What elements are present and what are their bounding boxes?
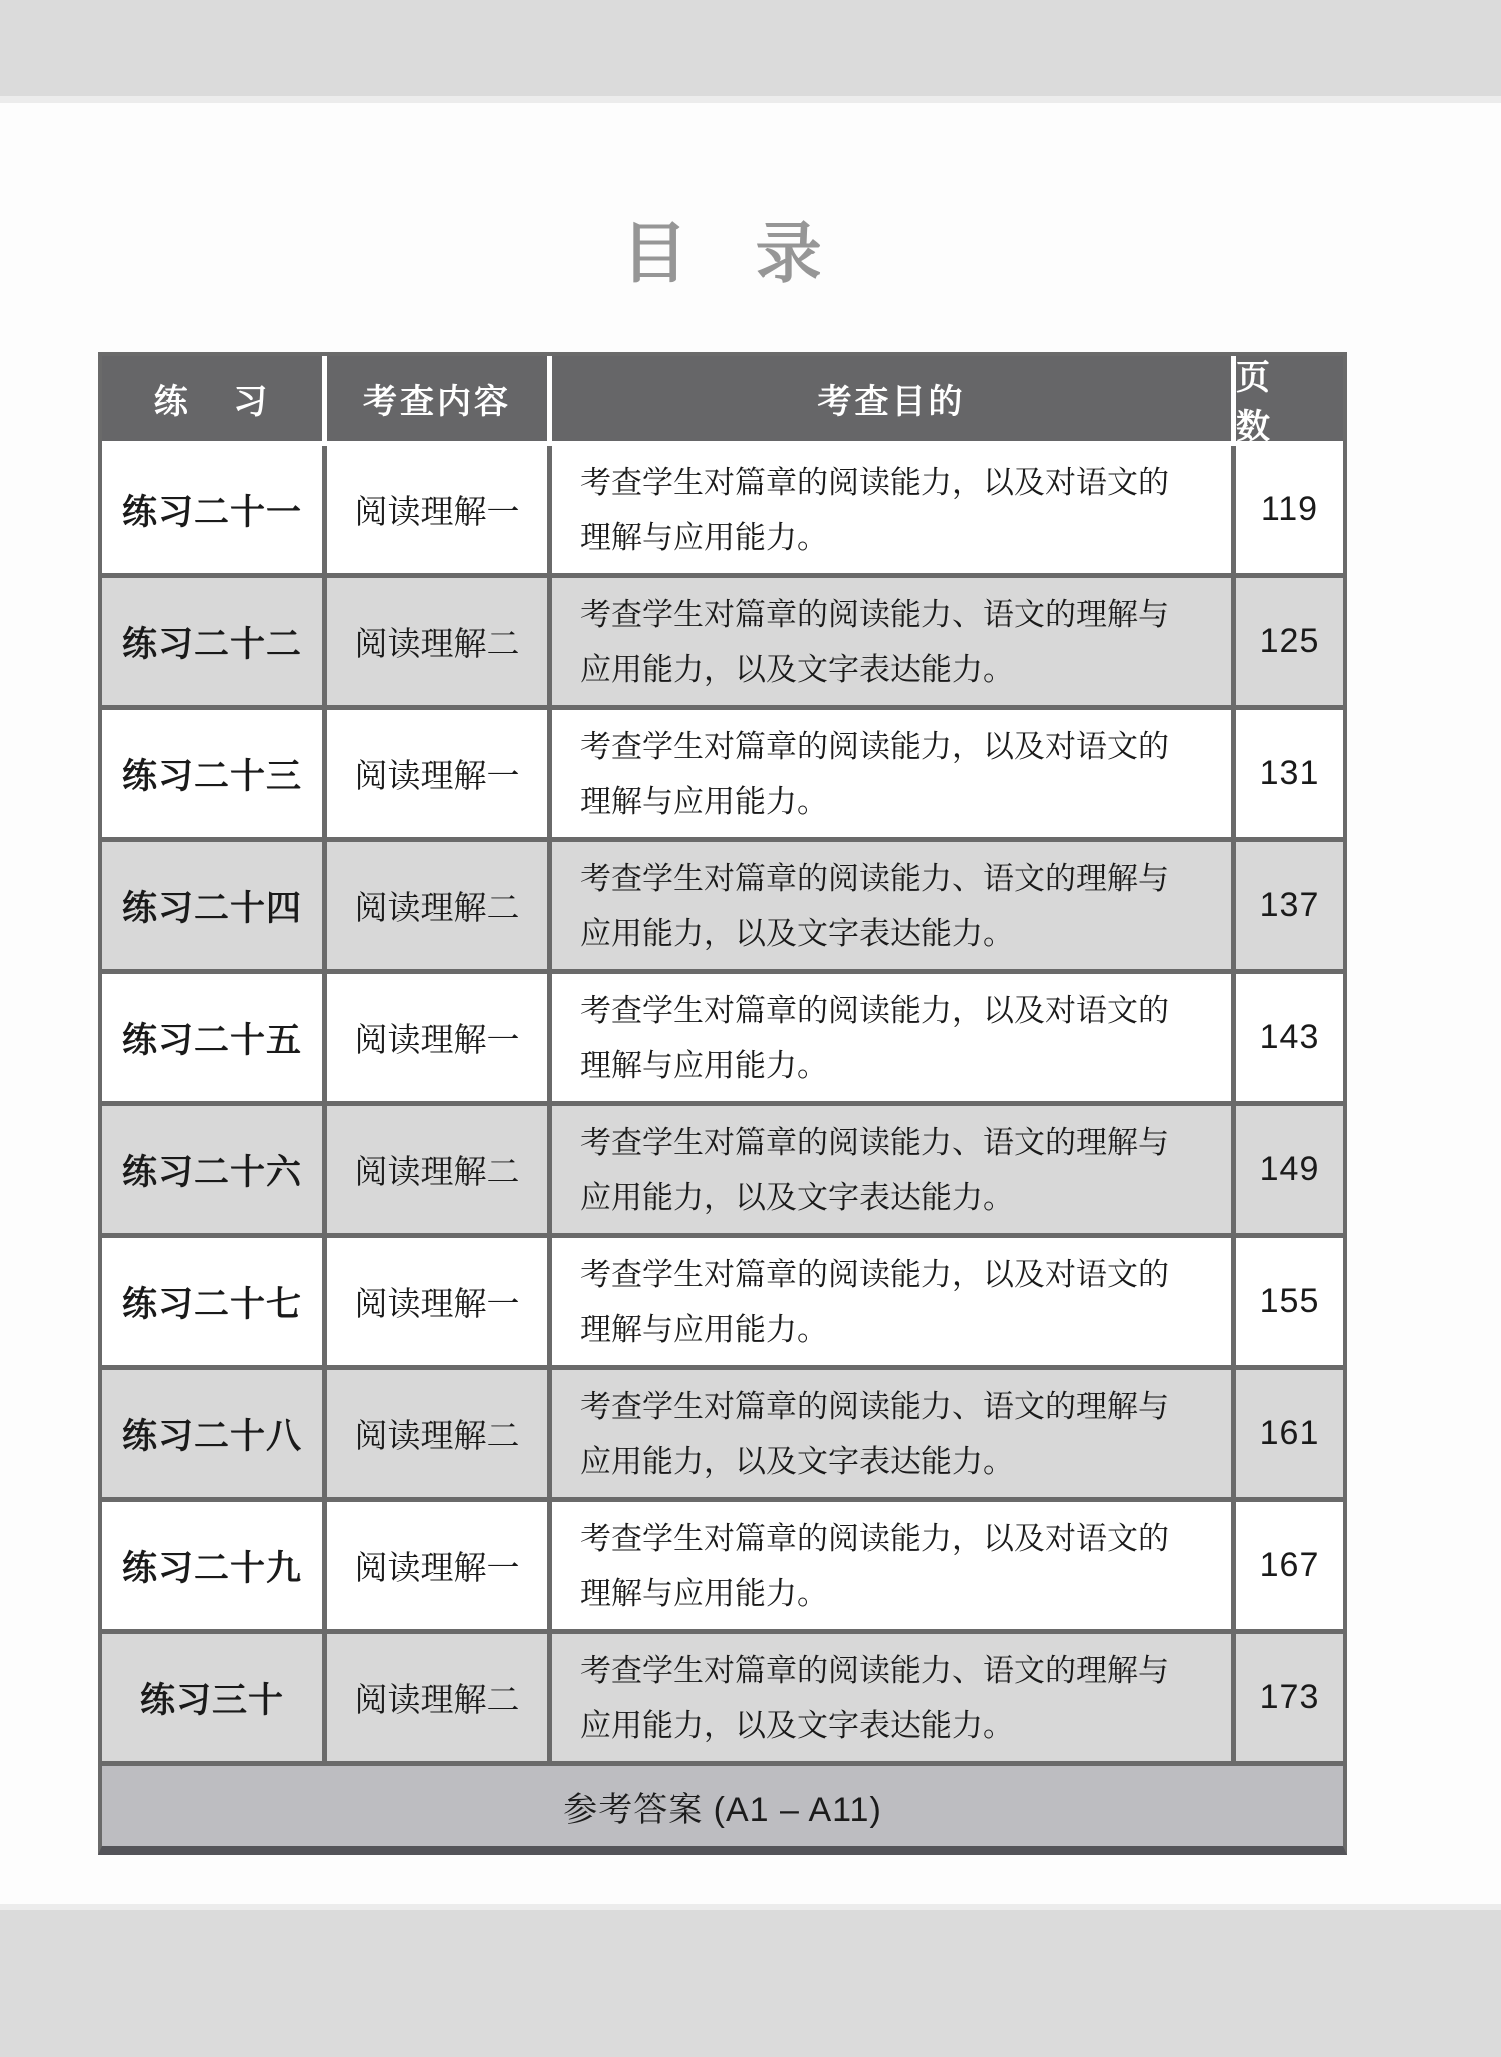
purpose-cell — [552, 1634, 1231, 1761]
purpose-line: 考查学生对篇章的阅读能力、语文的理解与 — [580, 1652, 1169, 1688]
exercise-cell: 练习二十六 — [102, 1106, 322, 1233]
purpose-line: 考查学生对篇章的阅读能力、语文的理解与 — [580, 596, 1169, 632]
top-page-band — [0, 0, 1501, 103]
exercise-cell: 练习二十九 — [102, 1502, 322, 1629]
page-number-cell: 131 — [1236, 710, 1343, 837]
table-body — [102, 446, 1343, 1761]
purpose-line: 理解与应用能力。 — [580, 1575, 828, 1611]
purpose-line: 理解与应用能力。 — [580, 1311, 828, 1347]
exercise-cell: 练习二十四 — [102, 842, 322, 969]
exercise-cell: 练习二十五 — [102, 974, 322, 1101]
purpose-line: 考查学生对篇章的阅读能力、语文的理解与 — [580, 1124, 1169, 1160]
content-cell: 阅读理解一 — [327, 710, 547, 837]
purpose-line: 考查学生对篇章的阅读能力，以及对语文的 — [580, 728, 1169, 764]
content-cell: 阅读理解一 — [327, 974, 547, 1101]
page-number-cell: 143 — [1236, 974, 1343, 1101]
content-cell: 阅读理解二 — [327, 1634, 547, 1761]
exercise-cell: 练习二十一 — [102, 446, 322, 573]
purpose-cell — [552, 1106, 1231, 1233]
exercise-cell: 练习二十七 — [102, 1238, 322, 1365]
page-title: 目 录 — [621, 216, 824, 290]
table-header-row — [102, 356, 1343, 446]
purpose-cell — [552, 1502, 1231, 1629]
purpose-cell — [552, 578, 1231, 705]
page-number-cell: 149 — [1236, 1106, 1343, 1233]
content-cell: 阅读理解一 — [327, 446, 547, 573]
purpose-line: 理解与应用能力。 — [580, 519, 828, 555]
page-number-cell: 119 — [1236, 446, 1343, 573]
page-number-cell: 155 — [1236, 1238, 1343, 1365]
page-number-cell: 167 — [1236, 1502, 1343, 1629]
page-number-cell: 125 — [1236, 578, 1343, 705]
purpose-line: 考查学生对篇章的阅读能力，以及对语文的 — [580, 992, 1169, 1028]
content-cell: 阅读理解二 — [327, 1370, 547, 1497]
page-number-cell: 161 — [1236, 1370, 1343, 1497]
content-cell: 阅读理解一 — [327, 1502, 547, 1629]
purpose-cell — [552, 710, 1231, 837]
purpose-cell — [552, 974, 1231, 1101]
exercise-cell: 练习二十二 — [102, 578, 322, 705]
purpose-cell — [552, 1370, 1231, 1497]
page-number-cell: 173 — [1236, 1634, 1343, 1761]
answers-footer-row: 参考答案 (A1 – A11) — [102, 1766, 1343, 1846]
purpose-line: 考查学生对篇章的阅读能力，以及对语文的 — [580, 464, 1169, 500]
header-cell-page: 页 数 — [1236, 356, 1343, 441]
header-cell-exercise: 练 习 — [102, 356, 322, 441]
purpose-line: 考查学生对篇章的阅读能力，以及对语文的 — [580, 1256, 1169, 1292]
purpose-cell — [552, 446, 1231, 573]
content-cell: 阅读理解二 — [327, 1106, 547, 1233]
header-cell-content: 考查内容 — [327, 356, 547, 441]
purpose-line: 应用能力，以及文字表达能力。 — [580, 1179, 1014, 1215]
purpose-cell — [552, 1238, 1231, 1365]
exercise-cell: 练习二十八 — [102, 1370, 322, 1497]
content-cell: 阅读理解二 — [327, 578, 547, 705]
page-number-cell: 137 — [1236, 842, 1343, 969]
toc-table — [98, 352, 1347, 1855]
exercise-cell: 练习三十 — [102, 1634, 322, 1761]
purpose-line: 应用能力，以及文字表达能力。 — [580, 915, 1014, 951]
header-cell-purpose: 考查目的 — [552, 356, 1231, 441]
content-cell: 阅读理解二 — [327, 842, 547, 969]
purpose-line: 考查学生对篇章的阅读能力，以及对语文的 — [580, 1520, 1169, 1556]
bottom-page-band — [0, 1904, 1501, 2057]
purpose-line: 应用能力，以及文字表达能力。 — [580, 1707, 1014, 1743]
purpose-line: 理解与应用能力。 — [580, 1047, 828, 1083]
purpose-line: 考查学生对篇章的阅读能力、语文的理解与 — [580, 1388, 1169, 1424]
content-cell: 阅读理解一 — [327, 1238, 547, 1365]
exercise-cell: 练习二十三 — [102, 710, 322, 837]
purpose-line: 理解与应用能力。 — [580, 783, 828, 819]
purpose-line: 应用能力，以及文字表达能力。 — [580, 651, 1014, 687]
purpose-line: 应用能力，以及文字表达能力。 — [580, 1443, 1014, 1479]
purpose-line: 考查学生对篇章的阅读能力、语文的理解与 — [580, 860, 1169, 896]
purpose-cell — [552, 842, 1231, 969]
